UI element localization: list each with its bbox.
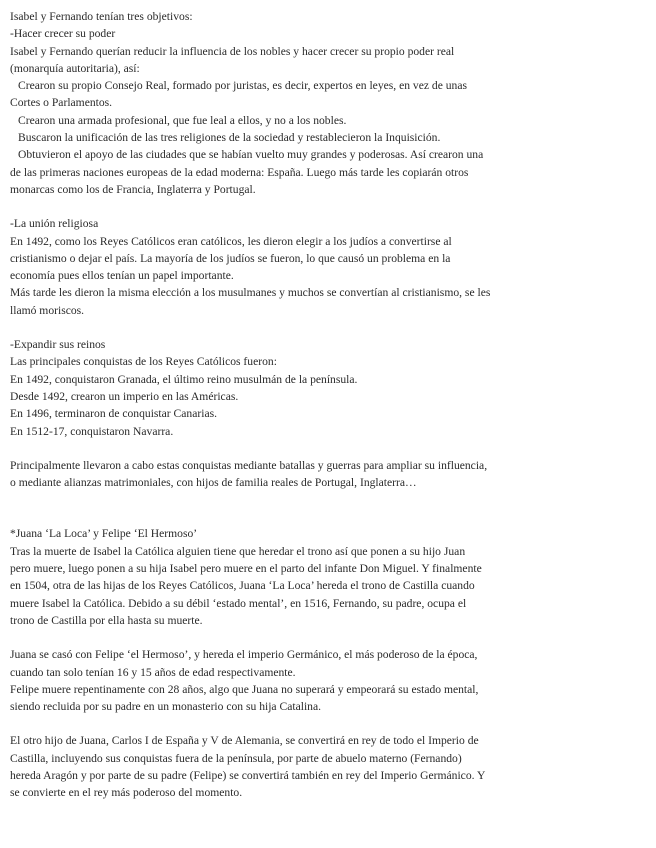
text-line: cuando tan solo tenían 16 y 15 años de edad respectivamente. [10,665,296,679]
text-line: El otro hijo de Juana, Carlos I de España y V de Alemania, se convertirá en rey de todo el Imperio de [10,734,479,748]
text-line: Felipe muere repentinamente con 28 años, algo que Juana no superará y empeorará su estado mental, [10,682,479,696]
text-line: economía pues ellos tenían un papel importante. [10,269,234,283]
text-line: pero muere, luego ponen a su hija Isabel pero muere en el parto del infante Don Miguel. Y finalmente [10,562,482,576]
text-line: muere Isabel la Católica. Debido a su débil ‘estado mental’, en 1516, Fernando, su padre, ocupa el [10,596,467,610]
text-line: (monarquía autoritaria), así: [10,61,140,75]
text-line: Isabel y Fernando querían reducir la influencia de los nobles y hacer crecer su propio poder real [10,44,455,58]
list-item: En 1492, conquistaron Granada, el último reino musulmán de la península. [10,372,358,386]
section-title-poder: -Hacer crecer su poder [10,27,116,41]
text-line: Buscaron la unificación de las tres religiones de la sociedad y restablecieron la Inquisición. [18,131,441,145]
text-line: Tras la muerte de Isabel la Católica alguien tiene que heredar el trono así que ponen a su hijo Juan [10,544,466,558]
text-line: Las principales conquistas de los Reyes Católicos fueron: [10,355,277,369]
text-line: siendo recluida por su padre en un monasterio con su hija Catalina. [10,700,322,714]
list-item: En 1496, terminaron de conquistar Canarias. [10,407,218,421]
text-line: Castilla, incluyendo sus conquistas fuera de la península, por parte de abuelo materno (Fernando) [10,751,462,765]
text-line: En 1492, como los Reyes Católicos eran católicos, les dieron elegir a los judíos a convertirse al [10,234,452,248]
text-line: Juana se casó con Felipe ‘el Hermoso’, y hereda el imperio Germánico, el más poderoso de la época, [10,648,478,662]
text-line: Cortes o Parlamentos. [10,96,113,110]
text-line: Crearon una armada profesional, que fue leal a ellos, y no a los nobles. [18,113,347,127]
text-line: llamó moriscos. [10,303,85,317]
text-line: monarcas como los de Francia, Inglaterra y Portugal. [10,182,256,196]
text-line: de las primeras naciones europeas de la edad moderna: España. Luego más tarde les copiarán otros [10,165,469,179]
text-line: Crearon su propio Consejo Real, formado por juristas, es decir, expertos en leyes, en vez de unas [18,79,467,93]
document [10,8,646,802]
section-title-expandir: -Expandir sus reinos [10,338,106,352]
intro-line: Isabel y Fernando tenían tres objetivos: [10,10,193,23]
text-line: trono de Castilla por ella hasta su muerte. [10,613,203,627]
text-line: hereda Aragón y por parte de su padre (Felipe) se convertirá también en rey del Imperio Germánico. Y [10,768,486,782]
text-line: Obtuvieron el apoyo de las ciudades que se habían vuelto muy grandes y poderosas. Así crearon una [18,148,484,162]
text-line: cristianismo o dejar el país. La mayoría de los judíos se fueron, lo que causó un problema en la [10,251,451,265]
text-line: Principalmente llevaron a cabo estas conquistas mediante batallas y guerras para ampliar su influencia, [10,458,488,472]
section-title-juana: *Juana ‘La Loca’ y Felipe ‘El Hermoso’ [10,527,198,541]
list-item: En 1512-17, conquistaron Navarra. [10,424,174,438]
text-line: se convierte en el rey más poderoso del momento. [10,786,243,800]
text-line: en 1504, otra de las hijas de los Reyes Católicos, Juana ‘La Loca’ hereda el trono de Castilla cuando [10,579,475,593]
list-item: Desde 1492, crearon un imperio en las Américas. [10,389,239,403]
section-title-union-religiosa: -La unión religiosa [10,217,99,231]
text-line: o mediante alianzas matrimoniales, con hijos de familia reales de Portugal, Inglaterra… [10,476,417,490]
text-line: Más tarde les dieron la misma elección a los musulmanes y muchos se convertían al cristianismo, se les [10,286,491,300]
